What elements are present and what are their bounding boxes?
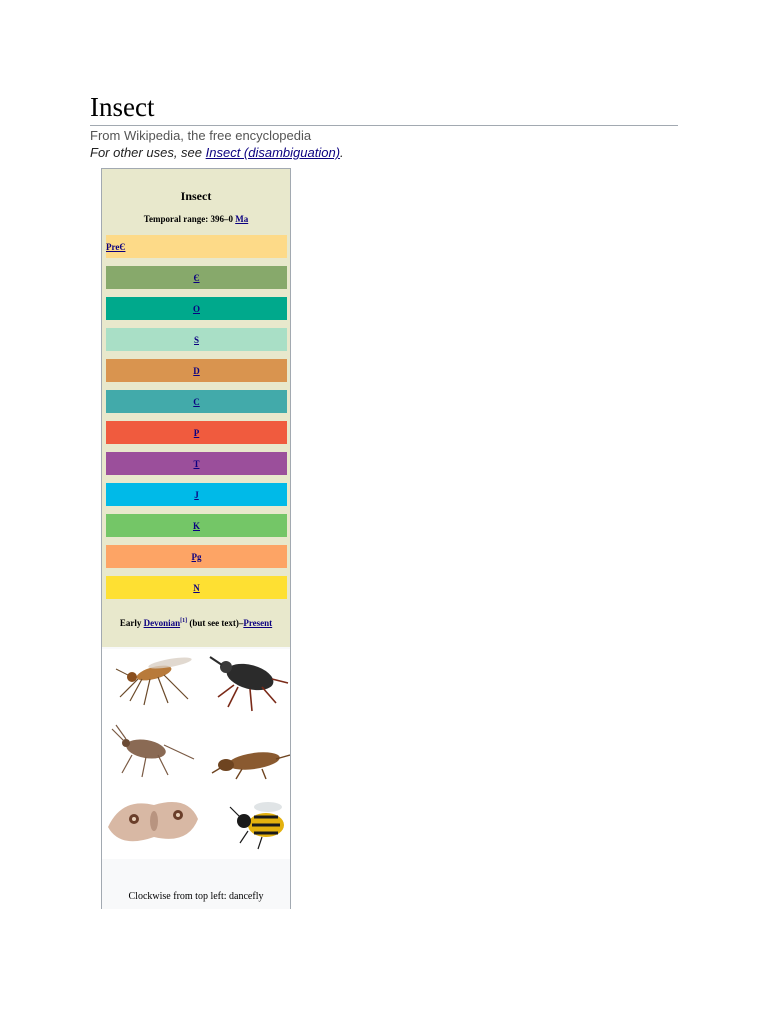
band-link[interactable]: Є — [193, 272, 200, 283]
page-tagline: From Wikipedia, the free encyclopedia — [90, 128, 312, 143]
hatnote-suffix: . — [340, 145, 344, 160]
band-link[interactable]: PreЄ — [106, 241, 126, 252]
band-neogene — [106, 576, 287, 599]
band-triassic — [106, 452, 287, 475]
insect-gallery-image[interactable] — [102, 649, 290, 859]
band-link[interactable]: J — [194, 489, 199, 500]
band-permian — [106, 421, 287, 444]
band-carboniferous — [106, 390, 287, 413]
band-link[interactable]: T — [193, 458, 200, 469]
dancefly-image — [116, 655, 192, 705]
moth-image — [108, 802, 198, 841]
band-jurassic — [106, 483, 287, 506]
insect-collage — [102, 649, 290, 859]
band-link[interactable]: S — [193, 334, 199, 345]
band-paleogene — [106, 545, 287, 568]
band-link[interactable]: D — [193, 365, 200, 376]
infobox — [101, 168, 291, 909]
temporal-note-middle: (but see text)– — [187, 618, 244, 628]
mole-cricket-image — [212, 749, 290, 779]
band-silurian — [106, 328, 287, 351]
wasp-image — [230, 802, 284, 849]
infobox-caption: Clockwise from top left: dancefly — [128, 891, 264, 902]
citation-ref[interactable]: [1] — [180, 618, 188, 624]
weevil-image — [210, 657, 288, 711]
devonian-link[interactable]: Devonian — [143, 618, 181, 628]
band-link[interactable]: C — [193, 396, 200, 407]
band-link[interactable]: N — [193, 582, 200, 593]
band-ordovician — [106, 297, 287, 320]
band-cambrian — [106, 266, 287, 289]
present-link[interactable]: Present — [243, 618, 273, 628]
temporal-note-prefix: Early — [119, 618, 144, 628]
infobox-title: Insect — [180, 189, 212, 203]
temporal-range — [102, 214, 290, 224]
page-title: Insect — [90, 92, 155, 122]
hatnote — [90, 145, 344, 160]
band-link[interactable]: Pg — [191, 551, 202, 562]
disambiguation-link[interactable]: Insect (disambiguation) — [205, 145, 341, 160]
assassin-bug-image — [112, 725, 194, 777]
title-divider — [90, 125, 678, 126]
band-precambrian — [106, 235, 287, 258]
ma-link[interactable]: Ma — [235, 214, 249, 224]
temporal-range-label: Temporal range: 396–0 — [143, 214, 236, 224]
hatnote-prefix: For other uses, see — [90, 145, 206, 160]
band-link[interactable]: O — [192, 303, 200, 314]
infobox-header — [102, 169, 290, 647]
band-devonian — [106, 359, 287, 382]
band-cretaceous — [106, 514, 287, 537]
temporal-note — [102, 618, 290, 628]
band-link[interactable]: P — [193, 427, 200, 438]
band-link[interactable]: K — [192, 520, 200, 531]
